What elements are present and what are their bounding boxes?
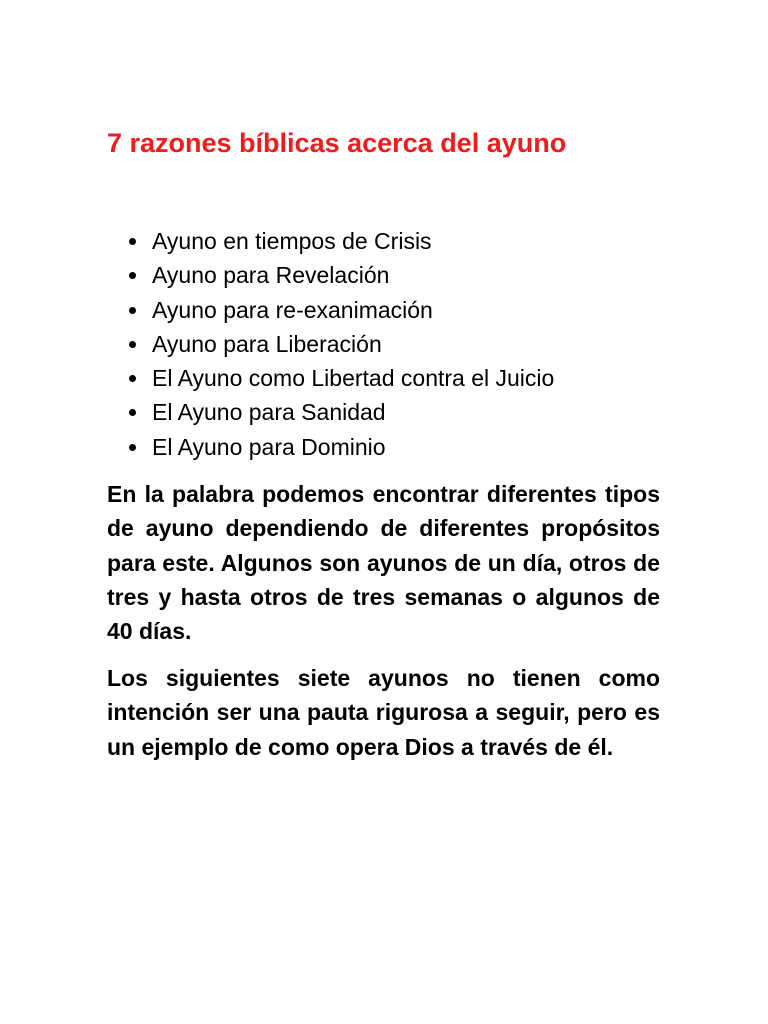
list-item xyxy=(107,395,554,429)
bullet-icon xyxy=(129,307,136,314)
bullet-icon xyxy=(129,375,136,382)
list-item-text: Ayuno para Revelación xyxy=(152,262,390,289)
list-item-text: Ayuno para Liberación xyxy=(152,330,382,357)
bullet-icon xyxy=(129,238,136,245)
bullet-icon xyxy=(129,341,136,348)
second-paragraph: Los siguientes siete ayunos no tienen como intención ser una pauta rigurosa a seguir, pero es un ejemplo de como opera Dios a través de él. xyxy=(107,665,660,760)
bullet-icon xyxy=(129,444,136,451)
intro-paragraph: En la palabra podemos encontrar diferentes tipos de ayuno dependiendo de diferentes propósitos para este. Algunos son ayunos de un día, otros de tres y hasta otros de tres semanas o algunos de 40 días. xyxy=(107,481,660,645)
list-item-text: Ayuno en tiempos de Crisis xyxy=(152,228,432,254)
list-item xyxy=(107,224,554,258)
list-item xyxy=(107,327,554,361)
list-item xyxy=(107,258,554,292)
list-item xyxy=(107,293,554,327)
list-item-text: El Ayuno como Libertad contra el Juicio xyxy=(152,365,555,392)
list-item-text: Ayuno para re-exanimación xyxy=(152,296,433,323)
list-item xyxy=(107,361,554,395)
list-item xyxy=(107,430,554,464)
document-title: 7 razones bíblicas acerca del ayuno xyxy=(107,128,567,158)
bullet-icon xyxy=(129,272,136,279)
list-item-text: El Ayuno para Dominio xyxy=(152,433,386,460)
reasons-list xyxy=(107,224,554,464)
bullet-icon xyxy=(129,409,136,416)
list-item-text: El Ayuno para Sanidad xyxy=(152,399,386,426)
